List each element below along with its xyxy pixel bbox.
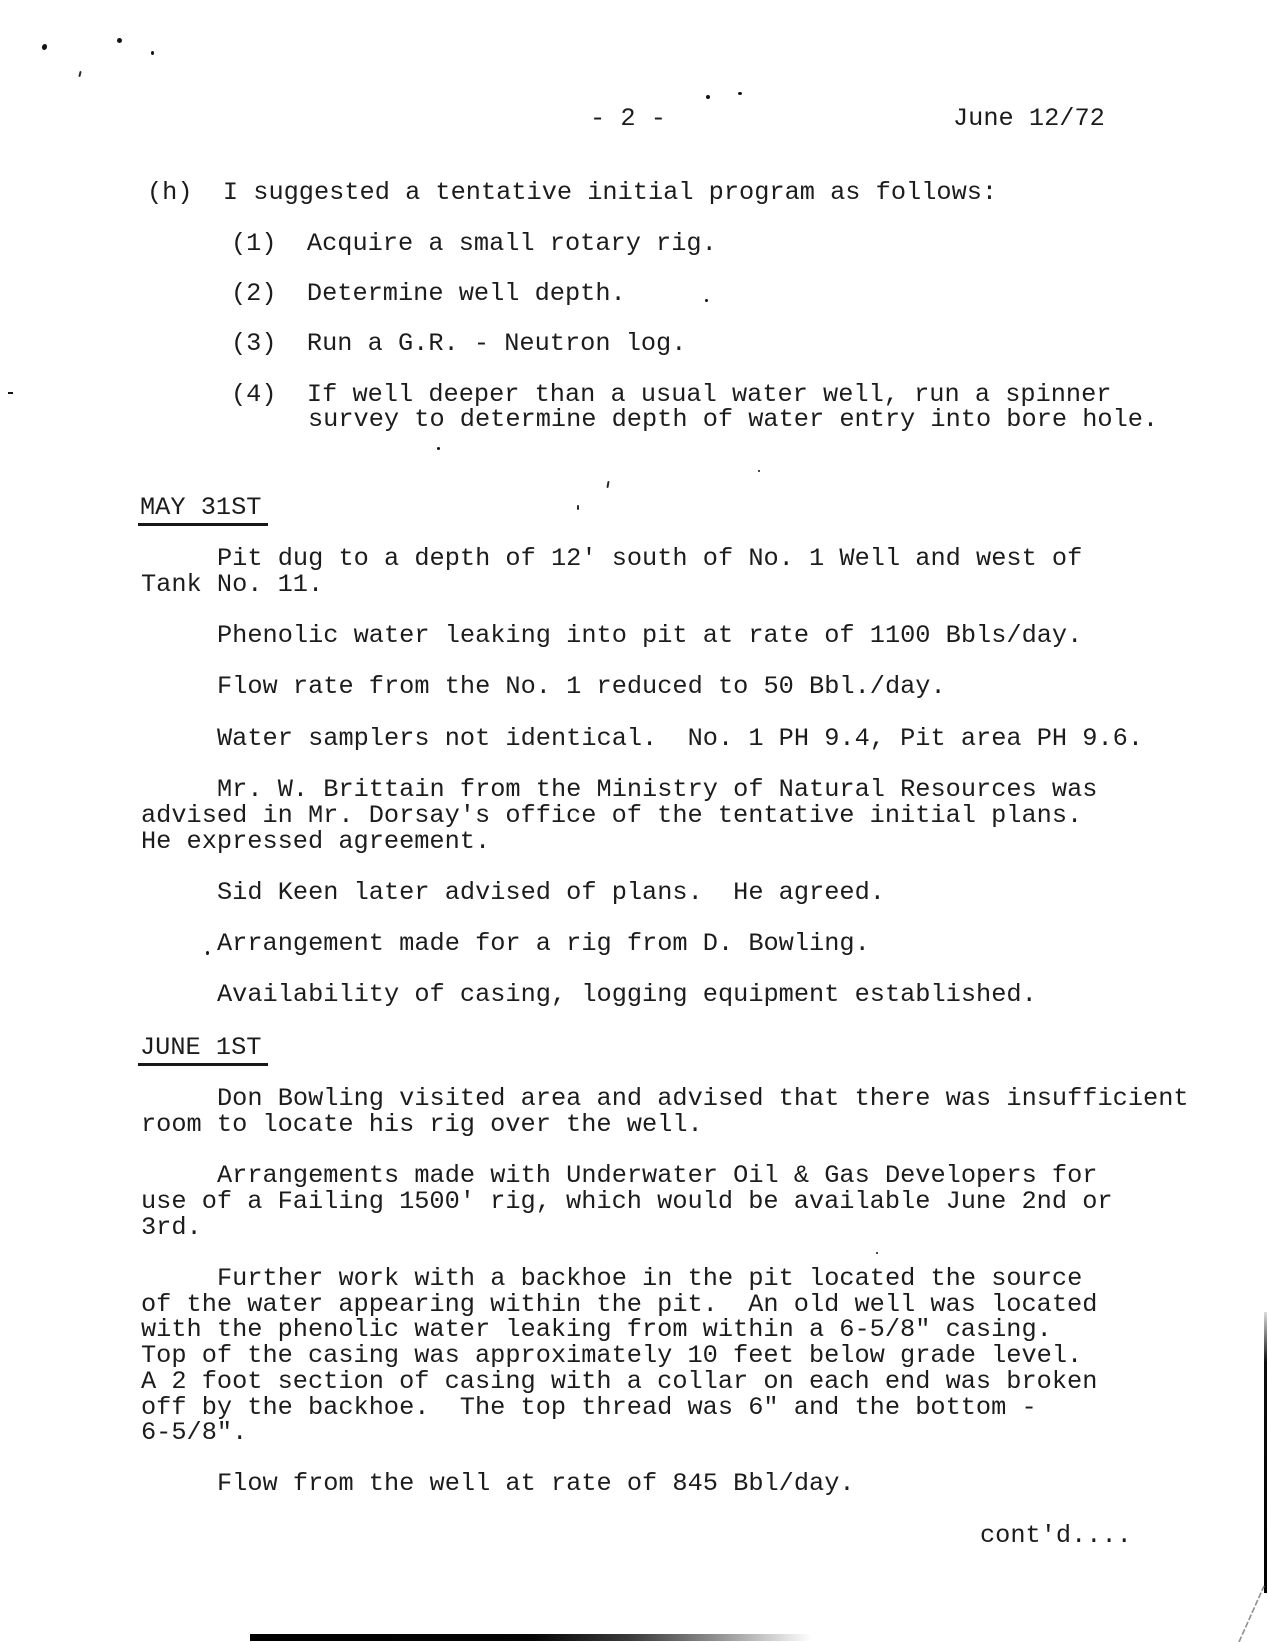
ink-speck bbox=[705, 299, 708, 302]
document-line: (2) Determine well depth. bbox=[231, 279, 626, 308]
document-line: Arrangement made for a rig from D. Bowling. bbox=[217, 929, 870, 958]
document-line: room to locate his rig over the well. bbox=[141, 1110, 703, 1139]
document-line: with the phenolic water leaking from within a 6-5/8" casing. bbox=[141, 1315, 1052, 1344]
document-line: Don Bowling visited area and advised that there was insufficient bbox=[217, 1084, 1189, 1113]
document-line: of the water appearing within the pit. An old well was located bbox=[141, 1290, 1098, 1319]
document-line: He expressed agreement. bbox=[141, 827, 491, 856]
document-line: Top of the casing was approximately 10 feet below grade level. bbox=[141, 1341, 1083, 1370]
document-line: Further work with a backhoe in the pit located the source bbox=[217, 1264, 1083, 1293]
ink-speck bbox=[117, 38, 122, 43]
document-line: advised in Mr. Dorsay's office of the tentative initial plans. bbox=[141, 801, 1083, 830]
document-line: off by the backhoe. The top thread was 6" and the bottom - bbox=[141, 1393, 1037, 1422]
ink-speck bbox=[78, 71, 81, 77]
section-heading bbox=[140, 1035, 268, 1066]
document-line: Sid Keen later advised of plans. He agreed. bbox=[217, 878, 885, 907]
ink-speck bbox=[437, 447, 440, 450]
document-line: (h) I suggested a tentative initial program as follows: bbox=[147, 178, 998, 207]
document-line: Phenolic water leaking into pit at rate of 1100 Bbls/day. bbox=[217, 621, 1083, 650]
ink-speck bbox=[738, 92, 742, 95]
scan-bar bbox=[250, 1634, 812, 1641]
ink-speck bbox=[758, 470, 760, 472]
document-line: (4) If well deeper than a usual water well, run a spinner bbox=[231, 380, 1112, 409]
document-line: Flow from the well at rate of 845 Bbl/day. bbox=[217, 1469, 855, 1498]
document-line: Water samplers not identical. No. 1 PH 9.4, Pit area PH 9.6. bbox=[217, 724, 1144, 753]
ink-speck bbox=[151, 51, 154, 55]
page-date: June 12/72 bbox=[953, 104, 1105, 133]
ink-speck bbox=[606, 481, 609, 488]
document-line: (3) Run a G.R. - Neutron log. bbox=[231, 329, 687, 358]
document-line: Arrangements made with Underwater Oil & Gas Developers for bbox=[217, 1161, 1098, 1190]
ink-speck bbox=[876, 1252, 878, 1254]
ink-speck bbox=[41, 43, 48, 50]
document-line: (1) Acquire a small rotary rig. bbox=[231, 229, 717, 258]
scan-diagonal-line bbox=[1205, 1580, 1267, 1642]
document-line: Tank No. 11. bbox=[141, 570, 324, 599]
ink-speck bbox=[706, 95, 710, 99]
document-line: Availability of casing, logging equipment established. bbox=[217, 980, 1037, 1009]
document-line: A 2 foot section of casing with a collar on each end was broken bbox=[141, 1367, 1098, 1396]
ink-speck bbox=[8, 392, 13, 394]
ink-speck bbox=[577, 505, 579, 510]
ink-speck bbox=[206, 951, 209, 955]
continuation-note: cont'd.... bbox=[980, 1521, 1132, 1550]
document-line: Mr. W. Brittain from the Ministry of Natural Resources was bbox=[217, 775, 1098, 804]
document-line: use of a Failing 1500' rig, which would be available June 2nd or bbox=[141, 1187, 1113, 1216]
document-line: Pit dug to a depth of 12' south of No. 1 Well and west of bbox=[217, 544, 1083, 573]
scan-edge-line bbox=[1264, 1312, 1267, 1593]
document-line: survey to determine depth of water entry into bore hole. bbox=[308, 405, 1159, 434]
document-line: 6-5/8". bbox=[141, 1418, 248, 1447]
document-line: Flow rate from the No. 1 reduced to 50 Bbl./day. bbox=[217, 672, 946, 701]
document-line: 3rd. bbox=[141, 1213, 202, 1242]
heading-text: MAY 31ST bbox=[138, 495, 268, 526]
section-heading bbox=[140, 495, 268, 526]
page-number: - 2 - bbox=[590, 104, 666, 133]
heading-text: JUNE 1ST bbox=[138, 1035, 268, 1066]
